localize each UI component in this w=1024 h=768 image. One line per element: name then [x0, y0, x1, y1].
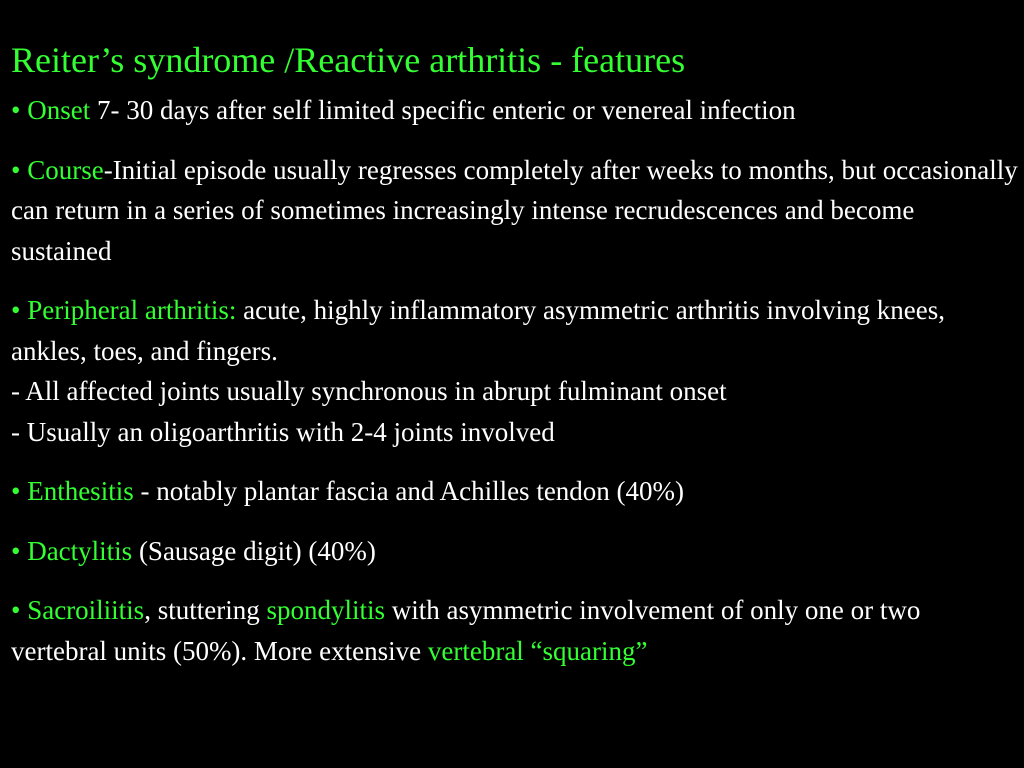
term-peripheral-arthritis: Peripheral arthritis:	[27, 295, 237, 325]
onset-text: 7- 30 days after self limited specific enteric or venereal infection	[90, 95, 796, 125]
course-text: -Initial episode usually regresses completely after weeks to months, but occasionally can return in a series of sometimes increasingly intense recrudescences and become sustained	[11, 154, 1018, 266]
slide-title: Reiter’s syndrome /Reactive arthritis - features	[11, 40, 686, 80]
bullet-dactylitis	[11, 531, 1019, 572]
term-course: Course	[27, 154, 104, 185]
term-sacroiliitis: Sacroiliitis	[27, 595, 145, 625]
bullet-marker: •	[11, 95, 28, 125]
bullet-marker: •	[11, 595, 28, 625]
sacroiliitis-text-continued: with asymmetric involvement of only one or two vertebral units (50%). More extensive	[11, 595, 921, 666]
sacroiliitis-text: , stuttering	[144, 595, 267, 625]
dactylitis-text: (Sausage digit) (40%)	[132, 535, 376, 566]
peripheral-text: acute, highly inflammatory asymmetric arthritis involving knees, ankles, toes, and fingers.	[11, 295, 945, 366]
bullet-marker: •	[11, 476, 28, 506]
bullet-marker: •	[11, 535, 28, 566]
peripheral-subpoint-oligoarthritis: - Usually an oligoarthritis with 2-4 joints involved	[11, 416, 555, 447]
term-vertebral-squaring: vertebral “squaring”	[427, 635, 648, 666]
bullet-peripheral-arthritis	[11, 290, 1019, 452]
term-onset: Onset	[27, 95, 91, 125]
bullet-course	[11, 150, 1019, 272]
term-enthesitis: Enthesitis	[27, 476, 134, 506]
term-spondylitis: spondylitis	[266, 595, 385, 625]
bullet-marker: •	[11, 154, 28, 185]
term-dactylitis: Dactylitis	[27, 535, 133, 566]
enthesitis-text: - notably plantar fascia and Achilles tendon (40%)	[133, 476, 685, 506]
bullet-enthesitis	[11, 471, 1019, 512]
bullet-onset	[11, 90, 1019, 131]
bullet-sacroiliitis	[11, 590, 1019, 671]
peripheral-subpoint-synchronous: - All affected joints usually synchronous in abrupt fulminant onset	[11, 376, 727, 406]
slide-content	[11, 36, 1019, 690]
bullet-marker: •	[11, 295, 28, 325]
